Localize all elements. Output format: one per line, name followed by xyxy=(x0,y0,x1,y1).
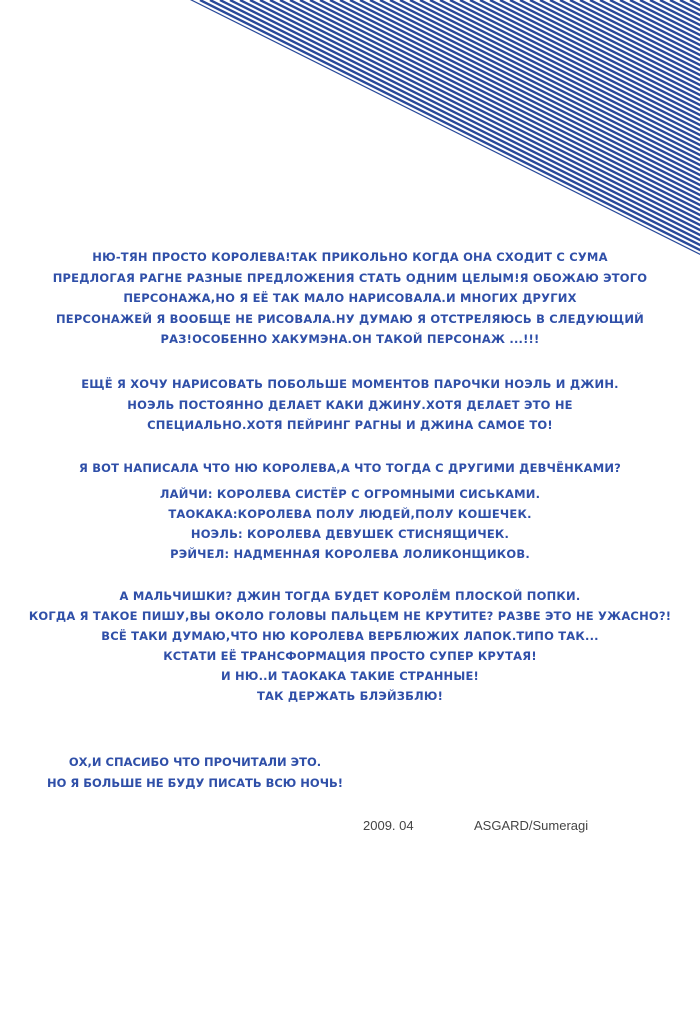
paragraph-2-line-1: ЕЩЁ Я ХОЧУ НАРИСОВАТЬ ПОБОЛЬШЕ МОМЕНТОВ ПАРОЧКИ НОЭЛЬ И ДЖИН. xyxy=(81,377,619,391)
paragraph-5-line-2: КОГДА Я ТАКОЕ ПИШУ,ВЫ ОКОЛО ГОЛОВЫ ПАЛЬЦЕМ НЕ КРУТИТЕ? РАЗВЕ ЭТО НЕ УЖАСНО?! xyxy=(28,609,672,623)
paragraph-1-line-3: ПЕРСОНАЖА,НО Я ЕЁ ТАК МАЛО НАРИСОВАЛА.И МНОГИХ ДРУГИХ xyxy=(123,291,577,305)
paragraph-5-line-4: КСТАТИ ЕЁ ТРАНСФОРМАЦИЯ ПРОСТО СУПЕР КРУТАЯ! xyxy=(163,649,537,663)
closing-line-2: НО Я БОЛЬШЕ НЕ БУДУ ПИСАТЬ ВСЮ НОЧЬ! xyxy=(46,776,344,790)
paragraph-5-line-3: ВСЁ ТАКИ ДУМАЮ,ЧТО НЮ КОРОЛЕВА ВЕРБЛЮЖИХ ЛАПОК.ТИПО ТАК... xyxy=(101,629,599,643)
paragraph-5-line-6: ТАК ДЕРЖАТЬ БЛЭЙЗБЛЮ! xyxy=(256,689,444,703)
paragraph-5-line-1: А МАЛЬЧИШКИ? ДЖИН ТОГДА БУДЕТ КОРОЛЁМ ПЛОСКОЙ ПОПКИ. xyxy=(119,589,581,603)
paragraph-1-line-1: НЮ-ТЯН ПРОСТО КОРОЛЕВА!ТАК ПРИКОЛЬНО КОГДА ОНА СХОДИТ С СУМА xyxy=(92,250,608,264)
paragraph-1-line-5: РАЗ!ОСОБЕННО ХАКУМЭНА.ОН ТАКОЙ ПЕРСОНАЖ ...!!! xyxy=(160,332,540,346)
paragraph-4-line-4: РЭЙЧЕЛ: НАДМЕННАЯ КОРОЛЕВА ЛОЛИКОНЩИКОВ. xyxy=(170,547,530,561)
paragraph-4-line-2: ТАОКАКА:КОРОЛЕВА ПОЛУ ЛЮДЕЙ,ПОЛУ КОШЕЧЕК. xyxy=(168,507,532,521)
stripe-line xyxy=(190,0,700,260)
paragraph-1-line-4: ПЕРСОНАЖЕЙ Я ВООБЩЕ НЕ РИСОВАЛА.НУ ДУМАЮ Я ОТСТРЕЛЯЮСЬ В СЛЕДУЮЩИЙ xyxy=(55,312,645,326)
signature-author: ASGARD/Sumeragi xyxy=(474,818,589,833)
paragraph-1-line-2: ПРЕДЛОГАЯ РАГНЕ РАЗНЫЕ ПРЕДЛОЖЕНИЯ СТАТЬ ОДНИМ ЦЕЛЫМ!Я ОБОЖАЮ ЭТОГО xyxy=(52,271,648,285)
paragraph-4-line-3: НОЭЛЬ: КОРОЛЕВА ДЕВУШЕК СТИСНЯЩИЧЕК. xyxy=(190,527,510,541)
closing-line-1: ОХ,И СПАСИБО ЧТО ПРОЧИТАЛИ ЭТО. xyxy=(68,755,322,769)
paragraph-3-line-1: Я ВОТ НАПИСАЛА ЧТО НЮ КОРОЛЕВА,А ЧТО ТОГДА С ДРУГИМИ ДЕВЧЁНКАМИ? xyxy=(78,461,622,475)
paragraph-2-line-3: СПЕЦИАЛЬНО.ХОТЯ ПЕЙРИНГ РАГНЫ И ДЖИНА САМОЕ ТО! xyxy=(147,418,553,432)
stripe-line xyxy=(610,0,700,260)
stripe-group xyxy=(190,0,700,260)
signature-date: 2009. 04 xyxy=(363,818,414,833)
diagonal-stripes-decoration xyxy=(0,0,700,260)
paragraph-5-line-5: И НЮ..И ТАОКАКА ТАКИЕ СТРАННЫЕ! xyxy=(221,669,479,683)
paragraph-4-line-1: ЛАЙЧИ: КОРОЛЕВА СИСТЁР С ОГРОМНЫМИ СИСЬКАМИ. xyxy=(159,487,541,501)
paragraph-2-line-2: НОЭЛЬ ПОСТОЯННО ДЕЛАЕТ КАКИ ДЖИНУ.ХОТЯ ДЕЛАЕТ ЭТО НЕ xyxy=(127,398,573,412)
